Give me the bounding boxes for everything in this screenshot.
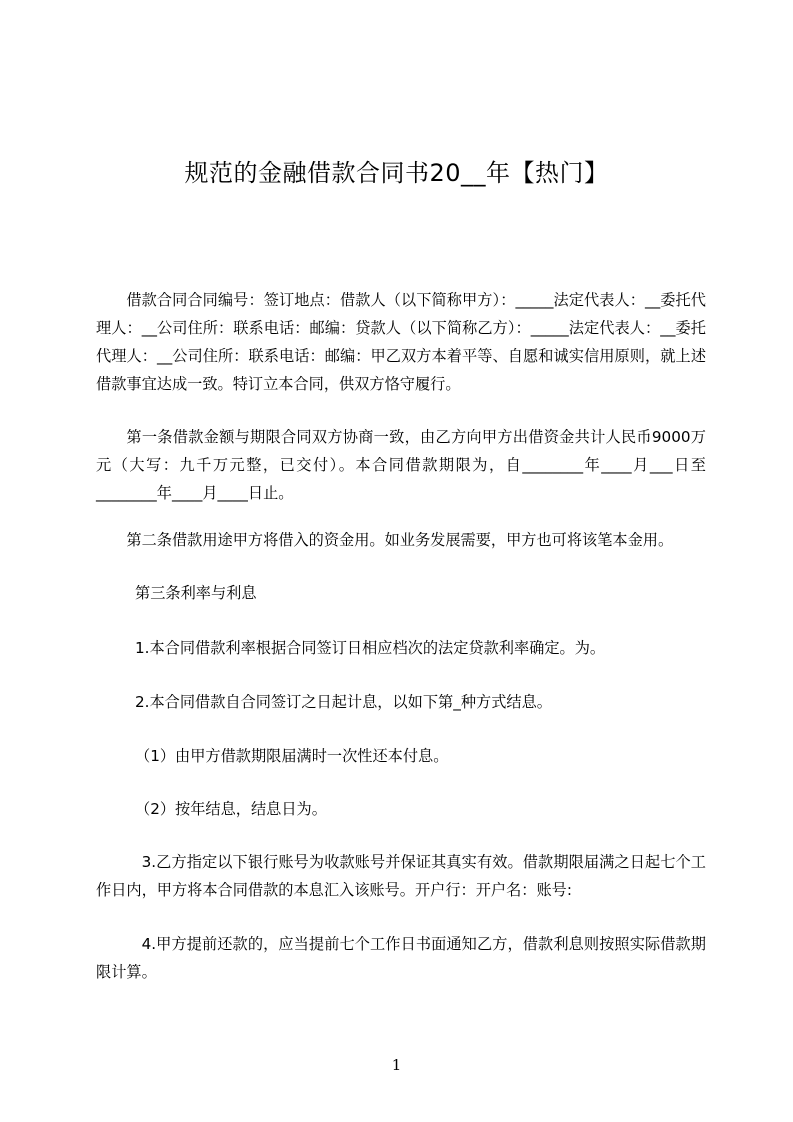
clause-3-2-option-2: （2）按年结息，结息日为。: [135, 800, 327, 818]
article-1-amount-term: 第一条借款金额与期限合同双方协商一致，由乙方向甲方出借资金共计人民币9000万元（大写：九千万元整，已交付）。本合同借款期限为，自________年____月___日至________年____月____日止。: [96, 428, 706, 502]
clause-3-4-early-repayment: 4.甲方提前还款的，应当提前七个工作日书面通知乙方，借款利息则按照实际借款期限计算。: [96, 935, 706, 981]
clause-3-2: 2.本合同借款自合同签订之日起计息，以如下第_种方式结息。: [135, 693, 552, 711]
clause-3-2-option-1: （1）由甲方借款期限届满时一次性还本付息。: [135, 747, 449, 765]
article-3-heading: 第三条利率与利息: [135, 584, 257, 602]
clause-3-3-bank-account: 3.乙方指定以下银行账号为收款账号并保证其真实有效。借款期限届满之日起七个工作日内，甲方将本合同借款的本息汇入该账号。开户行：开户名：账号:: [96, 853, 706, 899]
document-title: 规范的金融借款合同书20__年【热门】: [184, 159, 609, 188]
page-number: 1: [391, 1056, 402, 1074]
contract-preamble: 借款合同合同编号：签订地点：借款人（以下简称甲方）：_____法定代表人：__委托代理人：__公司住所：联系电话：邮编：贷款人（以下简称乙方）：_____法定代表人：__委托代理人：__公司住所：联系电话：邮编：甲乙双方本着平等、自愿和诚实信用原则，就上述借款事宜达成一致。特订立本合同，供双方恪守履行。: [96, 291, 706, 393]
clause-3-1: 1.本合同借款利率根据合同签订日相应档次的法定贷款利率确定。为。: [135, 639, 606, 657]
article-2-purpose: 第二条借款用途甲方将借入的资金用。如业务发展需要，甲方也可将该笔本金用。: [126, 531, 674, 549]
